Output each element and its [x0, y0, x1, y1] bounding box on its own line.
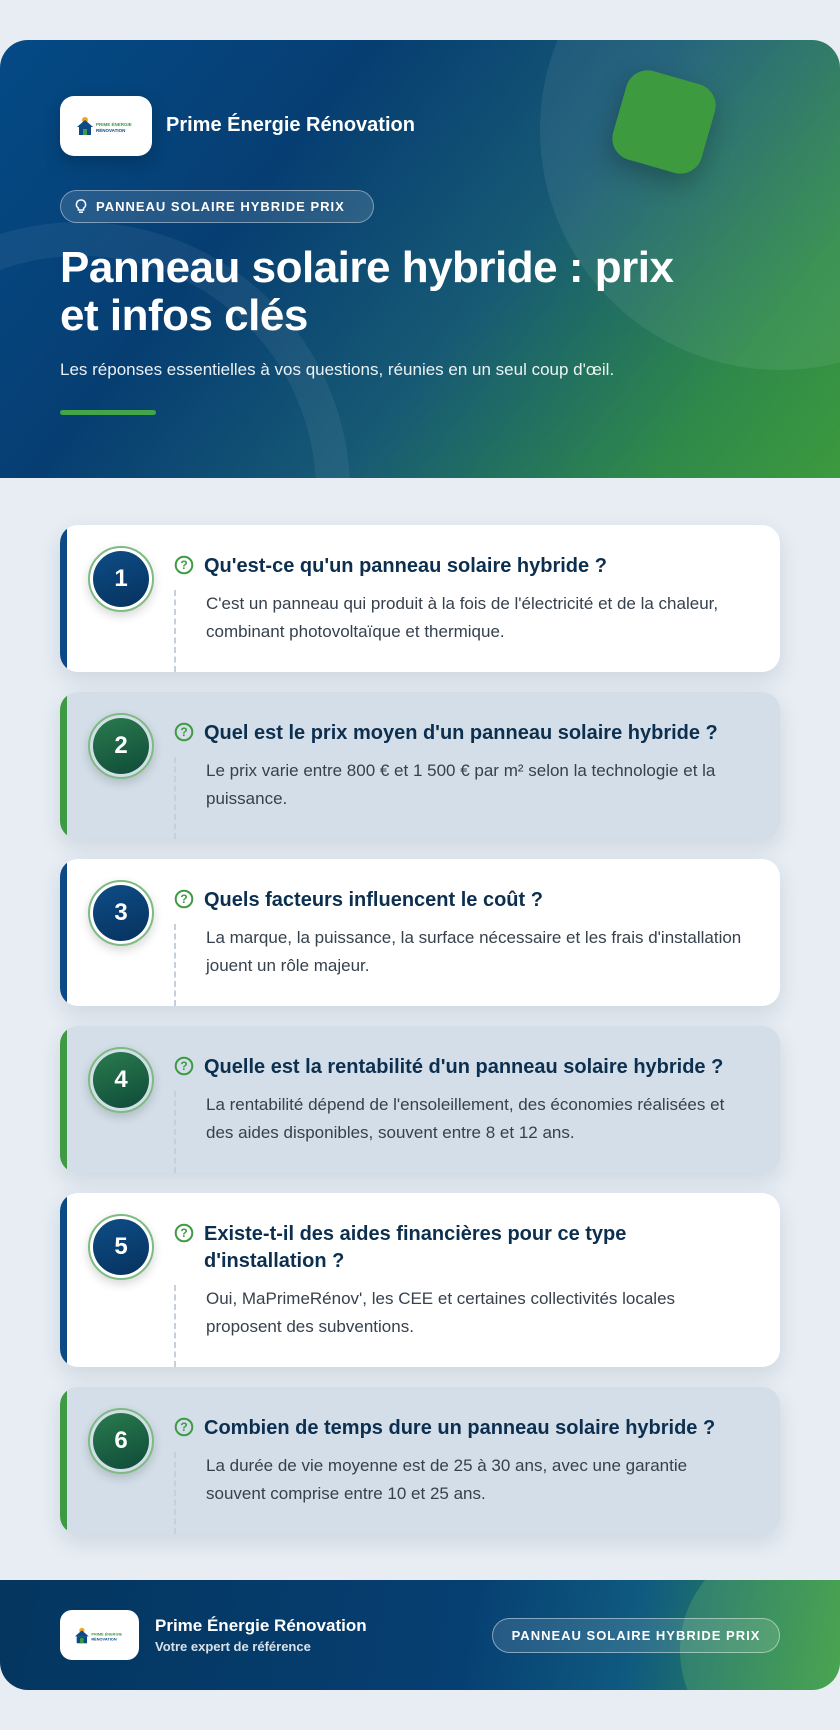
number-badge — [88, 1214, 154, 1280]
question-circle-icon — [174, 555, 194, 575]
number-badge-value: 6 — [93, 1413, 149, 1469]
faq-question-row — [60, 525, 780, 580]
faq-question-row — [60, 1387, 780, 1442]
page-subtitle: Les réponses essentielles à vos questions, réunies en un seul coup d'œil. — [60, 360, 615, 379]
faq-question: Quel est le prix moyen d'un panneau solaire hybride ? — [204, 722, 718, 744]
logo-text-line2: RÉNOVATION — [96, 128, 126, 133]
faq-card — [60, 1387, 780, 1534]
faq-question-row — [60, 1026, 780, 1081]
svg-text:?: ? — [180, 558, 188, 573]
brand-name: Prime Énergie Rénovation — [166, 114, 415, 136]
footer-tag: PANNEAU SOLAIRE HYBRIDE PRIX — [492, 1618, 780, 1653]
faq-card — [60, 692, 780, 839]
faq-answer: La marque, la puissance, la surface nécessaire et les frais d'installation jouent un rôle majeur. — [174, 924, 750, 1006]
logo-text-line1: PRIME ÉNERGIE — [96, 122, 132, 127]
svg-text:?: ? — [180, 1059, 188, 1074]
logo-text-line1: PRIME ÉNERGIE — [90, 1631, 122, 1636]
faq-question-row — [60, 692, 780, 747]
svg-text:?: ? — [180, 892, 188, 907]
faq-question-row — [60, 1193, 780, 1275]
card-accent-bar — [60, 525, 67, 672]
hero-section — [0, 40, 840, 478]
accent-divider — [60, 410, 156, 415]
card-accent-bar — [60, 1193, 67, 1367]
faq-question: Existe-t-il des aides financières pour ce type d'installation ? — [204, 1223, 627, 1272]
footer-logo — [60, 1610, 139, 1660]
lightbulb-icon — [75, 199, 87, 214]
faq-card — [60, 1026, 780, 1173]
card-accent-bar — [60, 859, 67, 1006]
faq-answer: Le prix varie entre 800 € et 1 500 € par m² selon la technologie et la puissance. — [174, 757, 750, 839]
question-circle-icon — [174, 722, 194, 742]
number-badge-value: 5 — [93, 1219, 149, 1275]
house-logo-icon — [74, 1626, 126, 1645]
brand-logo — [60, 96, 152, 156]
svg-text:?: ? — [180, 1420, 188, 1435]
faq-list — [60, 525, 780, 1554]
card-accent-bar — [60, 1026, 67, 1173]
number-badge-value: 1 — [93, 551, 149, 607]
logo-text-line2: RÉNOVATION — [90, 1636, 117, 1642]
question-circle-icon — [174, 1056, 194, 1076]
faq-answer: La durée de vie moyenne est de 25 à 30 ans, avec une garantie souvent comprise entre 10 et 25 ans. — [174, 1452, 750, 1534]
page-title: Panneau solaire hybride : prix et infos clés — [60, 243, 674, 340]
question-circle-icon — [174, 1417, 194, 1437]
svg-text:?: ? — [180, 725, 188, 740]
faq-answer: C'est un panneau qui produit à la fois de l'électricité et de la chaleur, combinant photovoltaïque et thermique. — [174, 590, 750, 672]
number-badge — [88, 1408, 154, 1474]
hero-tag — [60, 190, 374, 223]
hero-tag-label: PANNEAU SOLAIRE HYBRIDE PRIX — [96, 199, 345, 214]
faq-question: Combien de temps dure un panneau solaire hybride ? — [204, 1417, 716, 1439]
footer — [0, 1580, 840, 1690]
number-badge — [88, 880, 154, 946]
number-badge-value: 2 — [93, 718, 149, 774]
card-accent-bar — [60, 1387, 67, 1534]
faq-answer: Oui, MaPrimeRénov', les CEE et certaines collectivités locales proposent des subventions. — [174, 1285, 750, 1367]
number-badge-value: 4 — [93, 1052, 149, 1108]
faq-question-row — [60, 859, 780, 914]
footer-tagline: Votre expert de référence — [155, 1639, 311, 1654]
question-circle-icon — [174, 1223, 194, 1243]
faq-question: Quelle est la rentabilité d'un panneau solaire hybride ? — [204, 1056, 724, 1078]
faq-card — [60, 1193, 780, 1367]
svg-text:?: ? — [180, 1226, 188, 1241]
number-badge — [88, 713, 154, 779]
faq-question: Quels facteurs influencent le coût ? — [204, 889, 543, 911]
faq-answer: La rentabilité dépend de l'ensoleillement, des économies réalisées et des aides disponibles, souvent entre 8 et 12 ans. — [174, 1091, 750, 1173]
faq-question: Qu'est-ce qu'un panneau solaire hybride ? — [204, 555, 607, 577]
number-badge-value: 3 — [93, 885, 149, 941]
house-logo-icon — [76, 115, 136, 137]
question-circle-icon — [174, 889, 194, 909]
footer-brand-name: Prime Énergie Rénovation — [155, 1616, 367, 1635]
number-badge — [88, 546, 154, 612]
faq-card — [60, 859, 780, 1006]
card-accent-bar — [60, 692, 67, 839]
number-badge — [88, 1047, 154, 1113]
faq-card — [60, 525, 780, 672]
